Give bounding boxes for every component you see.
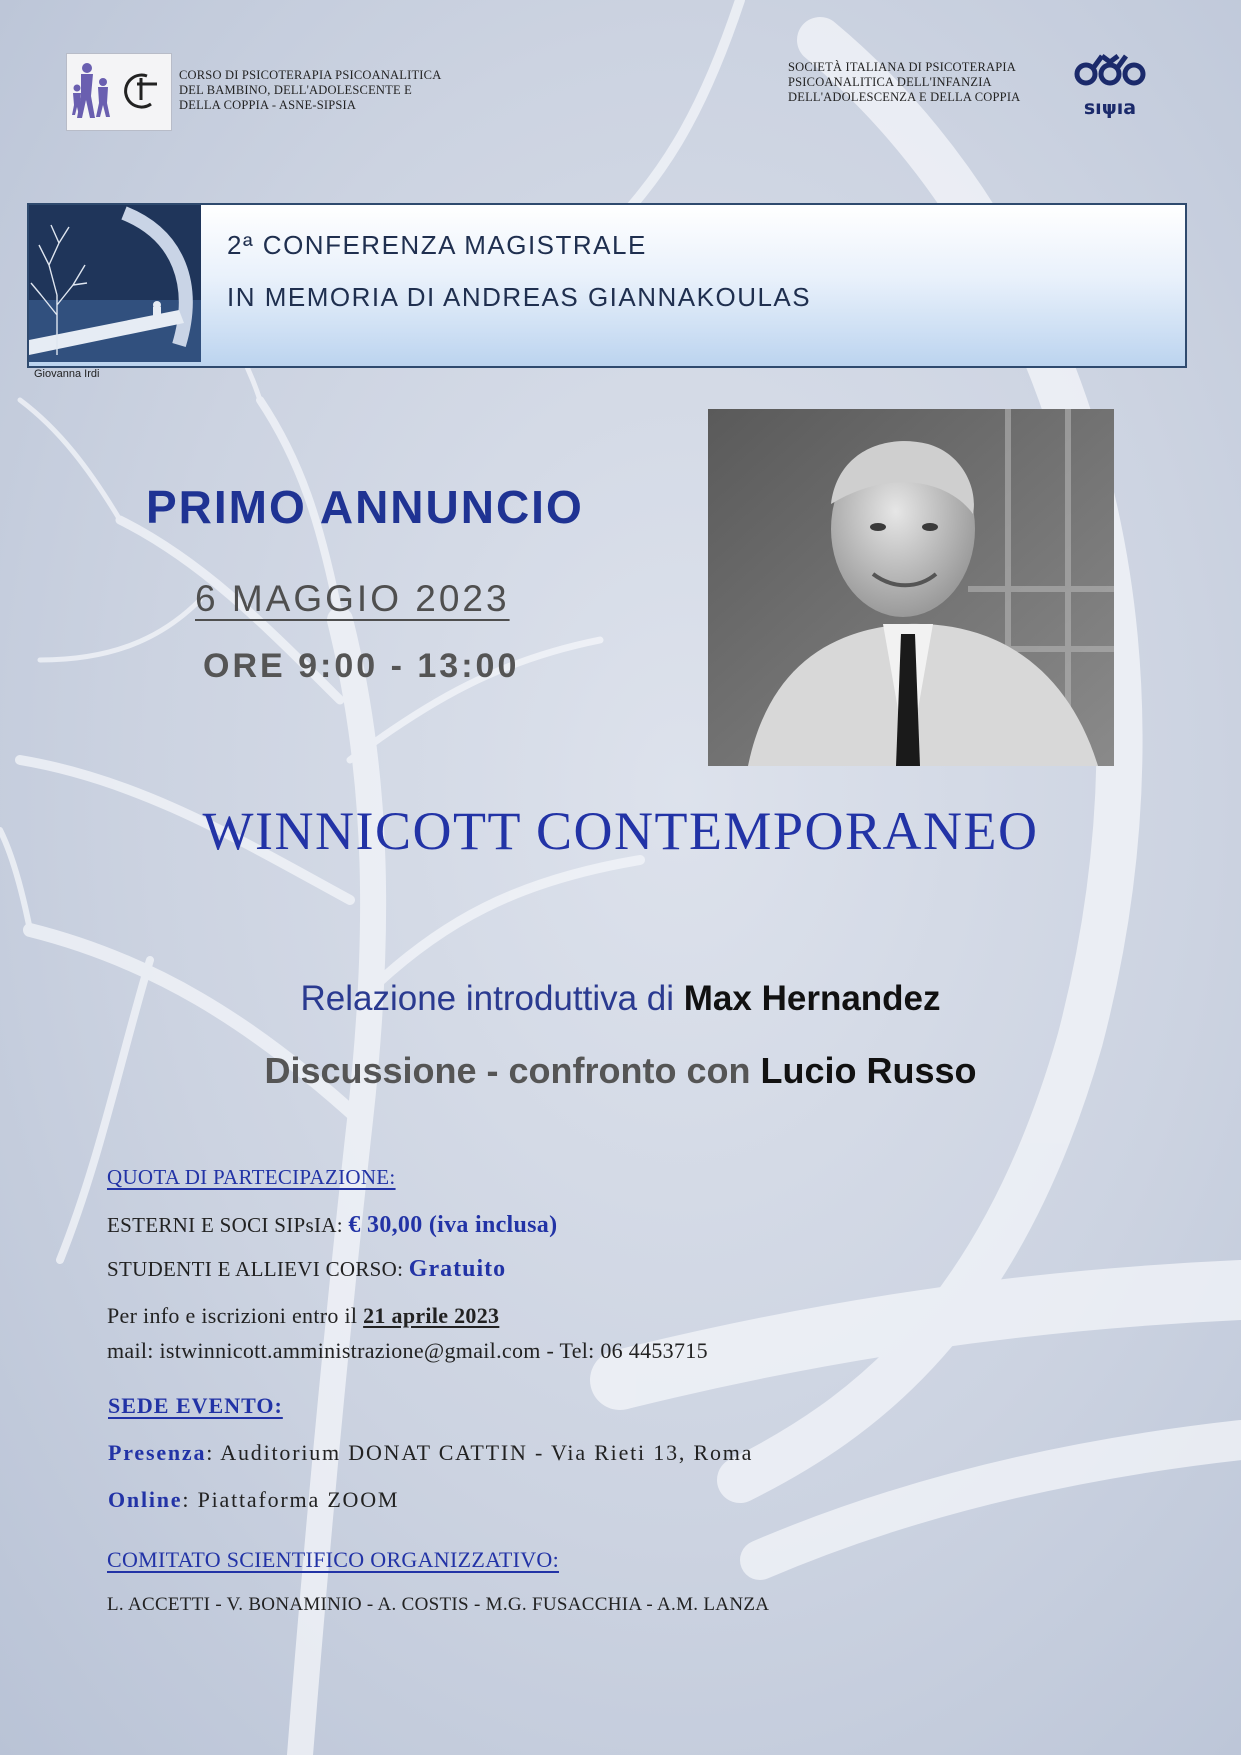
quota-studenti-label: STUDENTI E ALLIEVI CORSO: <box>107 1257 409 1281</box>
intro-speaker-name: Max Hernandez <box>683 979 941 1018</box>
intro-prefix: Relazione introduttiva di <box>300 979 684 1018</box>
banner-artwork <box>29 205 201 362</box>
sipsia-logo <box>1070 48 1150 120</box>
committee-heading: COMITATO SCIENTIFICO ORGANIZZATIVO: <box>107 1547 559 1572</box>
course-header-line-2: DEL BAMBINO, DELL'ADOLESCENTE E <box>179 83 412 97</box>
winnicott-portrait-photo <box>708 409 1114 766</box>
committee-members: L. ACCETTI - V. BONAMINIO - A. COSTIS - M.G. FUSACCHIA - A.M. LANZA <box>107 1594 770 1615</box>
society-header-line-3: DELL'ADOLESCENZA E DELLA COPPIA <box>788 90 1021 104</box>
venue-online-line <box>108 1487 399 1513</box>
introductory-speaker-line <box>0 979 1241 1019</box>
registration-prefix: Per info e iscrizioni entro il <box>107 1303 364 1328</box>
online-value: : Piattaforma ZOOM <box>182 1487 400 1512</box>
society-header-line-2: PSICOANALITICA DELL'INFANZIA <box>788 75 992 89</box>
asne-sipsia-logo <box>66 53 172 131</box>
course-header-text <box>179 68 499 113</box>
event-date: 6 MAGGIO 2023 <box>195 578 510 619</box>
event-time: ORE 9:00 - 13:00 <box>203 647 520 685</box>
quota-heading: QUOTA DI PARTECIPAZIONE: <box>107 1165 396 1189</box>
artist-credit: Giovanna Irdi <box>34 368 100 380</box>
venue-heading: SEDE EVENTO: <box>108 1393 283 1418</box>
conference-main-title: WINNICOTT CONTEMPORANEO <box>202 801 1039 861</box>
quota-esterni-label: ESTERNI E SOCI SIPsIA: <box>107 1213 349 1237</box>
contact-info[interactable]: mail: istwinnicott.amministrazione@gmail.com - Tel: 06 4453715 <box>107 1338 708 1363</box>
venue-presenza-line <box>108 1440 753 1466</box>
society-header-line-1: SOCIETÀ ITALIANA DI PSICOTERAPIA <box>788 60 1016 74</box>
discussion-prefix: Discussione - confronto con <box>264 1050 761 1091</box>
quota-studenti-value: Gratuito <box>408 1256 507 1282</box>
discussion-speaker-line <box>0 1050 1241 1092</box>
banner-title-line-1: 2ª CONFERENZA MAGISTRALE <box>227 230 647 260</box>
society-header-text <box>788 60 1078 105</box>
online-label: Online <box>108 1487 183 1512</box>
presenza-value: : Auditorium DONAT CATTIN - Via Rieti 13, Roma <box>206 1440 754 1465</box>
quota-esterni-line <box>107 1212 557 1239</box>
quota-esterni-value: € 30,00 (iva inclusa) <box>348 1212 558 1238</box>
registration-deadline: 21 aprile 2023 <box>363 1303 500 1328</box>
banner-title-line-2: IN MEMORIA DI ANDREAS GIANNAKOULAS <box>227 282 812 312</box>
sipsia-logo-text: sıψıa <box>1083 97 1137 119</box>
discussion-speaker-name: Lucio Russo <box>760 1050 977 1091</box>
sipsia-symbol-icon <box>1070 48 1150 120</box>
registration-deadline-line <box>107 1303 499 1329</box>
course-header-line-1: CORSO DI PSICOTERAPIA PSICOANALITICA <box>179 68 442 82</box>
announcement-title: PRIMO ANNUNCIO <box>146 481 584 533</box>
quota-studenti-line <box>107 1256 506 1283</box>
presenza-label: Presenza <box>108 1440 207 1465</box>
course-header-line-3: DELLA COPPIA - ASNE-SIPSIA <box>179 98 357 112</box>
